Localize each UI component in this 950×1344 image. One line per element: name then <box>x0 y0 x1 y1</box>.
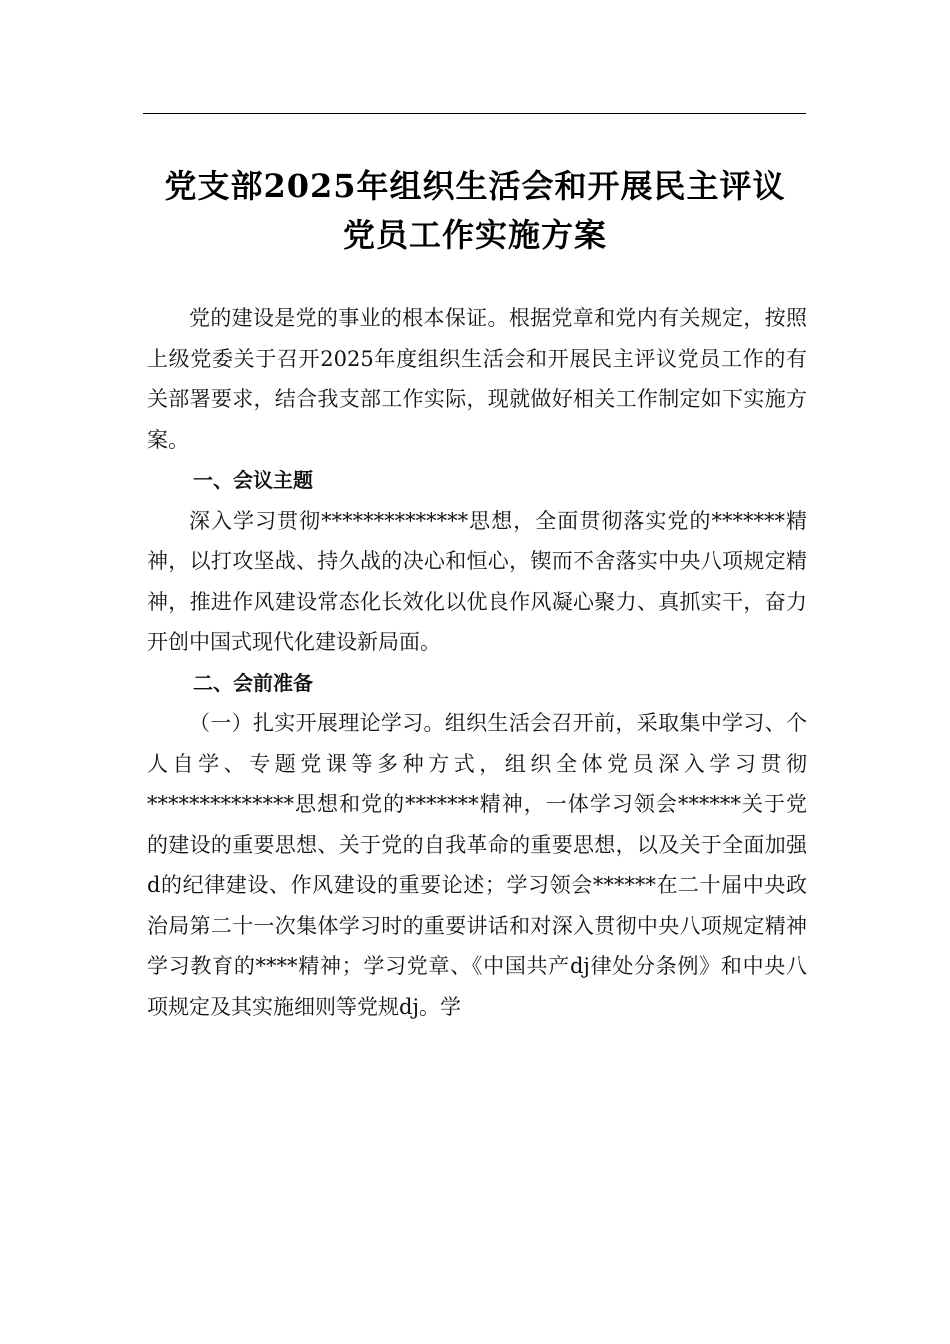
header-rule <box>143 113 806 114</box>
document-title-line-2: 党员工作实施方案 <box>342 216 607 254</box>
section-heading-theme: 一、会议主题 <box>193 468 313 492</box>
section-theme-paragraph: 深入学习贯彻**************思想，全面贯彻落实党的*******精神，以打攻坚战、持久战的决心和恒心，锲而不舍落实中央八项规定精神，推进作风建设常态化长效化以优良作风凝心聚力、真抓实干，奋力开创中国式现代化建设新局面。 <box>147 508 807 654</box>
document-title-line-1: 党支部2025年组织生活会和开展民主评议 <box>164 167 786 205</box>
section-heading-preparation: 二、会前准备 <box>193 670 313 695</box>
document-body <box>147 298 807 1027</box>
intro-paragraph: 党的建设是党的事业的根本保证。根据党章和党内有关规定，按照上级党委关于召开2025年度组织生活会和开展民主评议党员工作的有关部署要求，结合我支部工作实际，现就做好相关工作制定如下实施方案。 <box>147 306 807 452</box>
section-preparation-paragraph: （一）扎实开展理论学习。组织生活会召开前，采取集中学习、个人自学、专题党课等多种方式，组织全体党员深入学习贯彻**************思想和党的*******精神，一体学习领会******关于党的建设的重要思想、关于党的自我革命的重要思想，以及关于全面加强d的纪律建设、作风建设的重要论述；学习领会******在二十届中央政治局第二十一次集体学习时的重要讲话和对深入贯彻中央八项规定精神学习教育的****精神；学习党章、《中国共产dj律处分条例》和中央八项规定及其实施细则等党规dj。学 <box>147 711 807 1019</box>
